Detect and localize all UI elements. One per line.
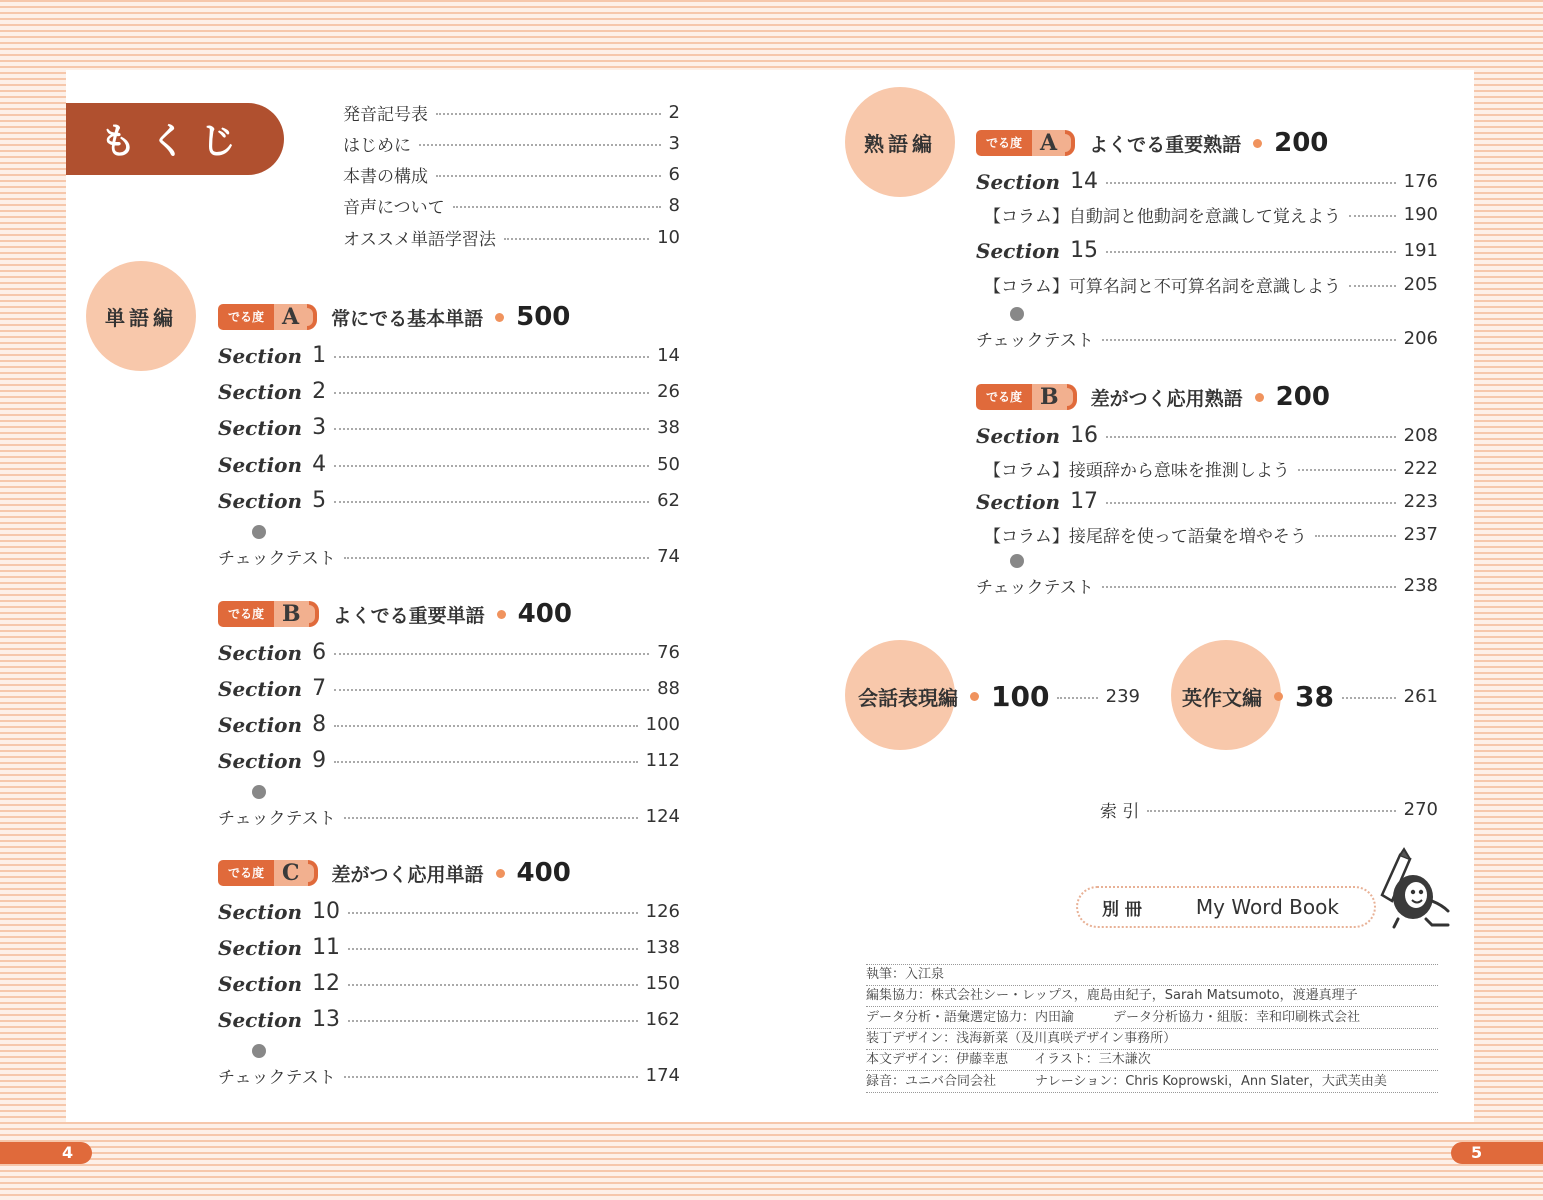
grade-letter: B [1032,384,1067,410]
toc-page: 206 [1403,328,1438,349]
section-number: 17 [1070,489,1099,514]
leader-dots [348,912,638,914]
leader-dots [1349,285,1396,287]
toc-row-section[interactable] [218,935,680,960]
bullet-dot [495,313,504,322]
page-number-bar-left [0,1142,92,1164]
leader-dots [334,761,638,763]
leader-dots [453,206,661,208]
toc-label: 発音記号表 [343,105,428,125]
grade-letter: B [274,601,309,627]
leader-dots [344,1076,638,1078]
check-test-label: チェックテスト [218,1068,336,1088]
toc-page: 270 [1403,799,1438,820]
toc-row-section[interactable] [218,899,680,924]
toc-row-section[interactable] [218,748,680,773]
section-number: 15 [1070,238,1099,263]
toc-row-column[interactable] [984,522,1438,547]
leader-dots [348,948,638,950]
toc-page: 174 [645,1065,680,1086]
toc-page: 74 [657,546,680,567]
toc-page: 50 [657,454,680,475]
phrase-count: 100 [991,680,1050,713]
toc-page: 26 [657,381,680,402]
toc-page: 190 [1403,204,1438,225]
section-word: Section [218,415,303,440]
gray-bullet [252,1044,266,1058]
toc-page: 10 [657,227,680,248]
leader-dots [334,725,638,727]
leader-dots [1342,697,1396,699]
section-word: Section [218,452,303,477]
item-count: 38 [1295,680,1334,713]
section-word: Section [976,169,1061,194]
toc-page: 14 [657,345,680,366]
pencil-mascot-icon [1368,845,1458,930]
grade-letter: A [1032,130,1065,156]
idiom-group-a-header [976,128,1328,158]
leader-dots [334,689,649,691]
toc-page: 126 [645,901,680,922]
toc-row-check-test[interactable] [976,573,1438,598]
index-label: 索 引 [1100,802,1140,822]
gray-bullet [1010,554,1024,568]
toc-row-section[interactable] [218,488,680,513]
deru-badge [976,130,1075,156]
word-count: 200 [1275,382,1330,412]
deru-label: でる度 [976,384,1032,410]
section-number: 9 [312,748,327,773]
leader-dots [344,557,649,559]
toc-row-index[interactable] [1100,797,1438,822]
section-word: Section [218,748,303,773]
toc-page: 3 [668,133,680,154]
leader-dots [1106,502,1396,504]
page-number-bar-right [1451,1142,1543,1164]
toc-row-check-test[interactable] [976,326,1438,351]
column-label: 【コラム】接尾辞を使って語彙を増やそう [984,527,1307,547]
leader-dots [1057,697,1097,699]
toc-row-check-test[interactable] [218,1063,680,1088]
deru-label: でる度 [218,601,274,627]
section-word: Section [218,935,303,960]
toc-label: 音声について [343,198,445,218]
deru-label: でる度 [218,860,274,886]
section-number: 16 [1070,423,1099,448]
kaiwa-label: 会話表現編 [858,686,958,710]
badge-bracket [307,304,317,330]
toc-label: はじめに [343,136,411,156]
leader-dots [334,356,649,358]
credit-line: 録音：ユニバ合同会社 ナレーション：Chris Koprowski，Ann Slater，大武芙由美 [866,1072,1438,1093]
toc-page: 112 [645,750,680,771]
word-count: 500 [516,302,571,332]
leader-dots [1106,436,1396,438]
leader-dots [334,428,649,430]
section-word: Section [218,1007,303,1032]
page-number: 4 [62,1143,74,1162]
toc-row-intro[interactable] [343,162,680,187]
toc-row-section[interactable] [976,489,1438,514]
bullet-dot [1253,139,1262,148]
credit-line: データ分析・語彙選定協力：内田諭 データ分析協力・組版：幸和印刷株式会社 [866,1008,1438,1029]
toc-row-section[interactable] [218,712,680,737]
leader-dots [1315,535,1396,537]
check-test-label: チェックテスト [218,549,336,569]
leader-dots [344,817,638,819]
check-test-label: チェックテスト [218,809,336,829]
toc-page: 100 [645,714,680,735]
section-word: Section [218,379,303,404]
leader-dots [334,392,649,394]
check-test-label: チェックテスト [976,331,1094,351]
leader-dots [1147,810,1395,812]
section-number: 11 [312,935,341,960]
toc-row-column[interactable] [984,202,1438,227]
jukugo-label: 熟語編 [864,131,936,156]
deru-badge [218,304,317,330]
group-title: 差がつく応用単語 [331,863,484,886]
toc-row-intro[interactable] [343,225,680,250]
leader-dots [348,984,638,986]
section-number: 2 [312,379,327,404]
section-word: Section [976,423,1061,448]
section-number: 12 [312,971,341,996]
section-number: 6 [312,640,327,665]
badge-bracket [309,601,319,627]
toc-page: 138 [645,937,680,958]
bullet-dot [497,610,506,619]
word-count: 200 [1274,128,1329,158]
toc-row-section[interactable] [218,415,680,440]
badge-bracket [1065,130,1075,156]
toc-row-eisaku[interactable] [1182,680,1438,713]
section-number: 7 [312,676,327,701]
column-label: 【コラム】接頭辞から意味を推測しよう [984,461,1290,481]
toc-page: 38 [657,417,680,438]
deru-label: でる度 [976,130,1032,156]
toc-page: 208 [1403,425,1438,446]
section-word: Section [218,676,303,701]
leader-dots [436,113,661,115]
badge-bracket [308,860,318,886]
toc-row-section[interactable] [976,238,1438,263]
tango-label: 単語編 [105,305,177,330]
page-title: もくじ [100,121,251,162]
leader-dots [1106,182,1396,184]
leader-dots [1349,215,1396,217]
toc-page: 150 [645,973,680,994]
deru-label: でる度 [218,304,274,330]
page-number: 5 [1471,1143,1483,1162]
leader-dots [334,501,649,503]
credit-line: 編集協力：株式会社シー・レップス，鹿島由紀子，Sarah Matsumoto，渡邉真理子 [866,986,1438,1007]
toc-page: 124 [645,806,680,827]
section-number: 5 [312,488,327,513]
toc-row-column[interactable] [984,272,1438,297]
deru-badge [218,601,319,627]
bullet-dot [970,692,979,701]
tango-section-circle [86,261,196,371]
bessatsu-box[interactable] [1076,886,1376,928]
idiom-group-b-header [976,382,1330,412]
toc-page: 176 [1403,171,1438,192]
section-word: Section [218,971,303,996]
toc-page: 191 [1403,240,1438,261]
leader-dots [334,465,649,467]
group-b-header [218,599,572,629]
leader-dots [419,144,661,146]
leader-dots [334,653,649,655]
toc-page: 237 [1403,524,1438,545]
toc-row-section[interactable] [218,343,680,368]
section-word: Section [976,489,1061,514]
leader-dots [1102,586,1396,588]
bessatsu-title: My Word Book [1195,895,1339,919]
group-c-header [218,858,571,888]
section-number: 4 [312,452,327,477]
toc-page: 88 [657,678,680,699]
toc-page: 62 [657,490,680,511]
column-label: 【コラム】自動詞と他動詞を意識して覚えよう [984,207,1341,227]
toc-row-section[interactable] [218,640,680,665]
group-a-header [218,302,570,332]
leader-dots [1298,469,1396,471]
section-number: 14 [1070,169,1099,194]
group-title: 差がつく応用熟語 [1090,387,1243,410]
gray-bullet [252,525,266,539]
toc-row-kaiwa[interactable] [858,680,1140,713]
section-word: Section [218,712,303,737]
toc-row-column[interactable] [984,456,1438,481]
toc-row-section[interactable] [976,423,1438,448]
toc-row-check-test[interactable] [218,544,680,569]
toc-page: 238 [1403,575,1438,596]
gray-bullet [252,785,266,799]
toc-page: 8 [668,195,680,216]
grade-letter: A [274,304,307,330]
deru-badge [976,384,1077,410]
group-title: よくでる重要熟語 [1089,133,1242,156]
bessatsu-label: 別 冊 [1102,899,1142,920]
section-word: Section [218,640,303,665]
bullet-dot [1255,393,1264,402]
toc-page: 205 [1403,274,1438,295]
toc-row-check-test[interactable] [218,804,680,829]
toc-row-intro[interactable] [343,131,680,156]
section-number: 3 [312,415,327,440]
credit-line: 執筆：入江泉 [866,965,1438,986]
toc-page: 223 [1403,491,1438,512]
toc-page: 261 [1403,686,1438,707]
section-number: 13 [312,1007,341,1032]
leader-dots [436,175,661,177]
group-title: 常にでる基本単語 [331,307,484,330]
toc-row-section[interactable] [218,452,680,477]
leader-dots [1106,251,1396,253]
toc-page: 2 [668,102,680,123]
bullet-dot [496,869,505,878]
toc-row-section[interactable] [218,379,680,404]
section-word: Section [218,899,303,924]
toc-row-intro[interactable] [343,193,680,218]
leader-dots [1102,339,1396,341]
section-number: 10 [312,899,341,924]
credit-line: 本文デザイン：伊藤幸恵 イラスト：三木謙次 [866,1050,1438,1071]
section-number: 8 [312,712,327,737]
grade-letter: C [274,860,308,886]
toc-page: 222 [1403,458,1438,479]
toc-label: オススメ単語学習法 [343,230,496,250]
jukugo-section-circle [845,87,955,197]
bullet-dot [1274,692,1283,701]
credit-line: 装丁デザイン：浅海新菜（及川真咲デザイン事務所） [866,1029,1438,1050]
toc-row-section[interactable] [218,971,680,996]
section-number: 1 [312,343,327,368]
toc-label: 本書の構成 [343,167,428,187]
badge-bracket [1067,384,1077,410]
toc-page: 76 [657,642,680,663]
toc-row-section[interactable] [218,676,680,701]
toc-page: 6 [668,164,680,185]
toc-row-section[interactable] [976,169,1438,194]
check-test-label: チェックテスト [976,578,1094,598]
section-word: Section [976,238,1061,263]
deru-badge [218,860,318,886]
column-label: 【コラム】可算名詞と不可算名詞を意識しよう [984,277,1341,297]
section-word: Section [218,343,303,368]
gray-bullet [1010,307,1024,321]
section-word: Section [218,488,303,513]
eisaku-label: 英作文編 [1182,686,1262,710]
group-title: よくでる重要単語 [332,604,485,627]
toc-page: 239 [1105,686,1140,707]
toc-page: 162 [645,1009,680,1030]
toc-row-intro[interactable] [343,100,680,125]
toc-row-section[interactable] [218,1007,680,1032]
leader-dots [348,1020,638,1022]
word-count: 400 [516,858,571,888]
leader-dots [504,238,649,240]
word-count: 400 [517,599,572,629]
